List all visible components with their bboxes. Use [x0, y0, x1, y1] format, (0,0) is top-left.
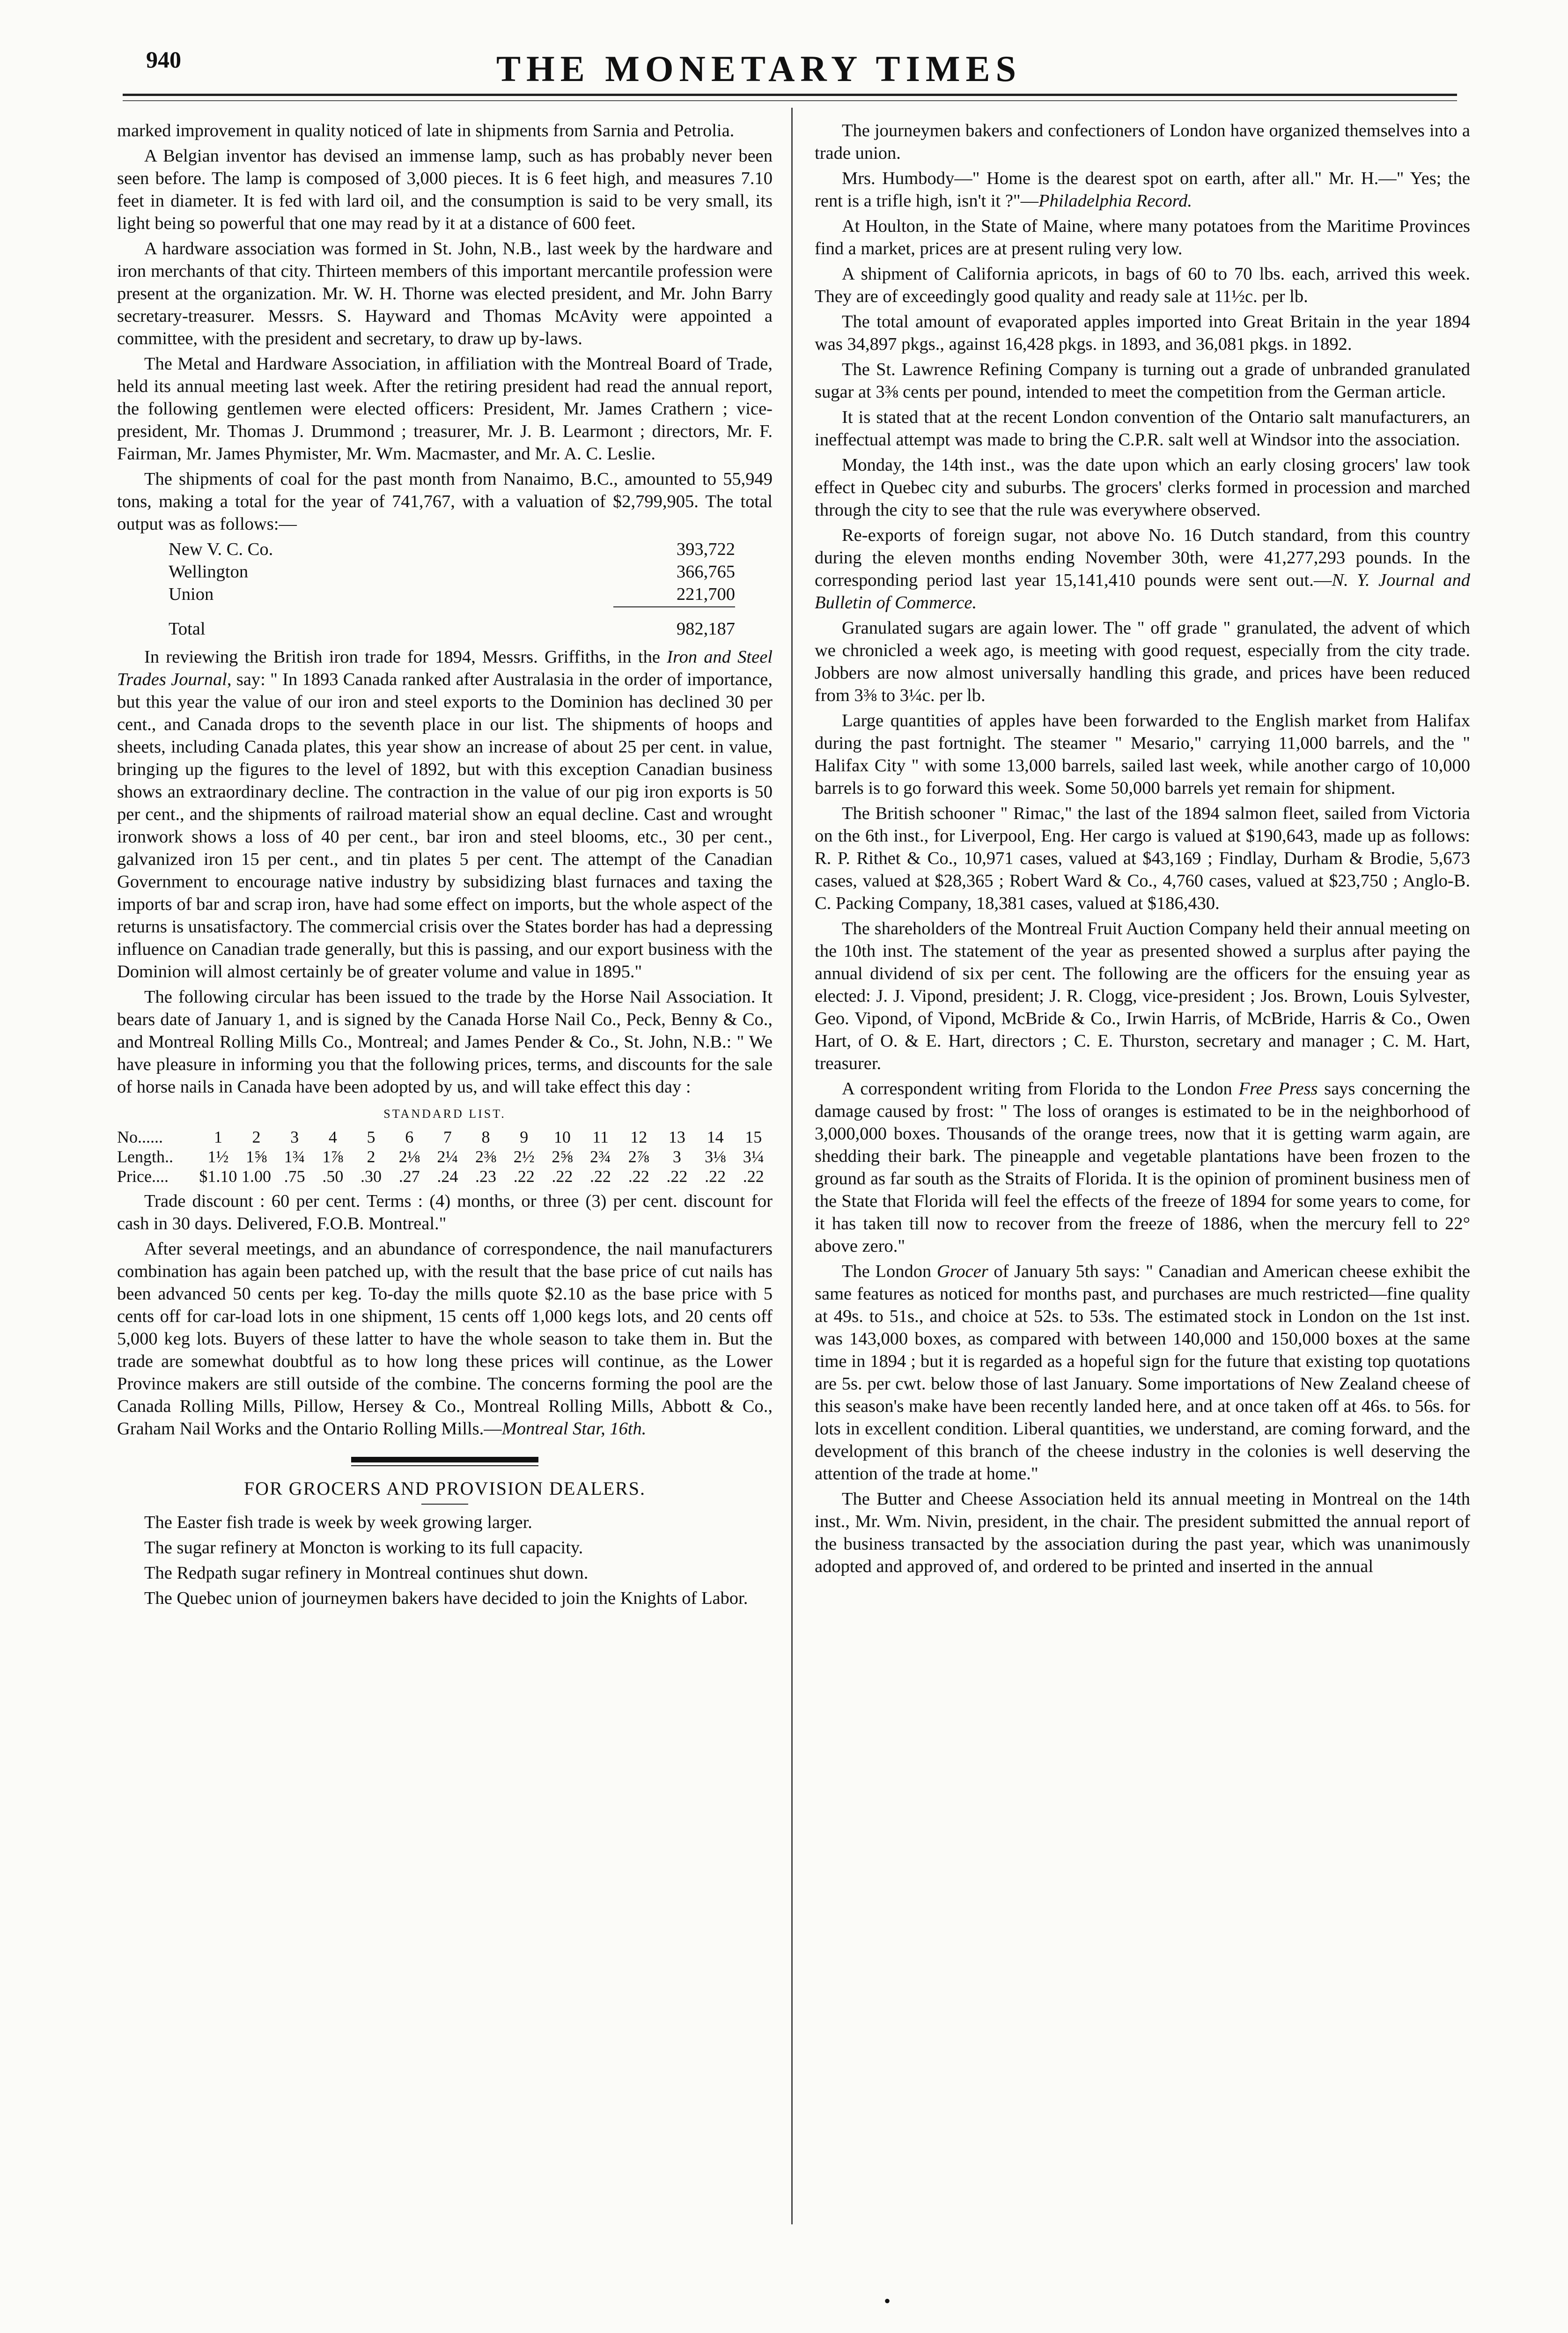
paragraph-fruit-auction: The shareholders of the Montreal Fruit Auction Company held their annual meeting on the 10th inst. The statement of the year as presented showed a surplus after paying the annual dividend of six per cent. The following are the officers for the ensuing year as elected: J. J. Vipond, president; J. R. Clogg, vice-president ; Jos. Brown, Louis Sylvester, Geo. Vipond, of Vipond, McBride & Co., Irwin Harris, of McBride, Harris & Co., Owen Hart, of O. & E. Hart, directors ; C. E. Thurston, secretary and manager ; C. M. Hart, treasurer.: [815, 919, 1470, 1073]
std-price-cell: .30: [361, 1167, 382, 1186]
paragraph-apples-halifax: Large quantities of apples have been forwarded to the English market from Halifax during the past fortnight. The steamer " Mesario," carrying 11,000 barrels, and the " Halifax City " with some 13,000 barrels, sailed last week, while another cargo of 10,000 barrels is to go forward this week. Some 50,000 barrels yet remain for shipment.: [815, 711, 1470, 798]
paragraph-london-bakers: The journeymen bakers and confectioners of London have organized themselves into a trade union.: [815, 121, 1470, 163]
paragraph-quebec-bakers: The Quebec union of journeymen bakers have decided to join the Knights of Labor.: [144, 1588, 748, 1608]
std-length-cell: 3¼: [743, 1147, 764, 1166]
paper-name: Free Press: [1238, 1079, 1318, 1099]
std-price-label: Price....: [117, 1167, 169, 1186]
std-no-label: No......: [117, 1128, 163, 1146]
std-number-cell: 9: [520, 1128, 529, 1146]
paragraph-sarnia: marked improvement in quality noticed of late in shipments from Sarnia and Petrolia.: [117, 121, 735, 140]
coal-value: 221,700: [676, 584, 735, 604]
std-number-cell: 8: [481, 1128, 490, 1146]
coal-output-table: [169, 538, 735, 640]
std-length-cell: 2¾: [590, 1147, 611, 1166]
std-length-cell: 2: [367, 1147, 375, 1166]
std-number-cell: 7: [443, 1128, 452, 1146]
std-length-label: Length..: [117, 1147, 173, 1166]
std-price-cell: .22: [513, 1167, 535, 1186]
std-number-cell: 11: [592, 1128, 609, 1146]
paragraph-houlton: At Houlton, in the State of Maine, where many potatoes from the Maritime Provinces find a market, prices are at present ruling very low.: [815, 216, 1470, 258]
paragraph-london-grocer: The London Grocer of January 5th says: " Canadian and American cheese exhibit the same features as noticed for months past, and purchases are much restricted—fine quality at 49s. to 51s., and choice at 52s. to 53s. The estimated stock in London on the 1st inst. was 143,000 boxes, as compared with between 140,000 and 150,000 boxes at the same time in 1894 ; but it is regarded as a hopeful sign for the future that existing top quotations are 5s. per cwt. below those of last January. Some importations of New Zealand cheese of this season's make have been recently landed here, and at once taken off at 46s. to 56s. for lots in excellent condition. Liberal quantities, we understand, are coming forward, and the development of this branch of the cheese industry in the colonies is well deserving the attention of the trade at home.": [815, 1262, 1470, 1484]
table-row-total: [169, 618, 735, 640]
page-number: 940: [146, 46, 181, 73]
paragraph-butter-cheese: The Butter and Cheese Association held its annual meeting in Montreal on the 14th inst., Mr. Wm. Nivin, president, in the chair. The president submitted the annual report of the business transacted by the association during the past year, which was unanimously adopted and approved of, and ordered to be printed and inserted in the annual: [815, 1489, 1470, 1576]
paper-name: Grocer: [936, 1262, 988, 1281]
source-citation: N. Y. Journal and Bulletin of Commerce.: [815, 570, 1471, 613]
paragraph-coal-shipments: The shipments of coal for the past month from Nanaimo, B.C., amounted to 55,949 tons, making a total for the year of 741,767, with a valuation of $2,799,905. The total output was as follows:—: [117, 469, 773, 534]
paragraph-florida-frost: A correspondent writing from Florida to the London Free Press says concerning the damage caused by frost: " The loss of oranges is estimated to be in the neighborhood of 3,000,000 boxes. Thousands of the orange trees, now that it is getting warm again, are shedding their bark. The pineapple and vegetable plantations have been frozen to the ground as far south as the Straits of Florida. It is the opinion of prominent business men of the State that Florida will feel the effects of the freeze of 1894 for some years to come, for it has taken till now to recover from the freeze of 1886, when the mercury fell to 22° above zero.": [815, 1079, 1471, 1256]
coal-producer: New V. C. Co.: [169, 539, 273, 559]
table-row: [169, 583, 735, 605]
journal-name: Iron and Steel Trades Journal: [117, 647, 773, 689]
std-number-cell: 13: [668, 1128, 685, 1146]
standard-list-table: [117, 1127, 773, 1186]
right-column: [815, 119, 1470, 1580]
paragraph-redpath: The Redpath sugar refinery in Montreal continues shut down.: [144, 1563, 589, 1583]
left-column: [117, 119, 773, 1612]
std-number-cell: 14: [707, 1128, 724, 1146]
std-length-cell: 2⅜: [475, 1147, 497, 1166]
paragraph-horse-nail-circular: The following circular has been issued to the trade by the Horse Nail Association. It bears date of January 1, and is signed by the Canada Horse Nail Co., Peck, Benny & Co., and Montreal Rolling Mills Co., Montreal; and James Pender & Co., St. John, N.B.: " We have pleasure in informing you that the following prices, terms, and discounts for the sale of horse nails in Canada have been adopted by us, and will take effect this day :: [117, 987, 773, 1097]
paragraph-metal-hardware: The Metal and Hardware Association, in affiliation with the Montreal Board of Trade, held its annual meeting last week. After the retiring president had read the annual report, the following gentlemen were elected officers: President, Mr. James Crathern ; vice-president, Mr. Thomas J. Drummond ; treasurer, Mr. J. B. Learmont ; directors, Mr. F. Fairman, Mr. James Phymister, Mr. Wm. Macmaster, and Mr. A. C. Leslie.: [117, 354, 773, 464]
std-row-no: [117, 1127, 773, 1147]
std-number-cell: 5: [367, 1128, 375, 1146]
page-mark: •: [884, 2290, 891, 2311]
std-length-cell: 1¾: [284, 1147, 305, 1166]
paragraph-easter-fish: The Easter fish trade is week by week growing larger.: [144, 1513, 532, 1532]
std-price-cell: .22: [552, 1167, 573, 1186]
paragraph-belgian-lamp: A Belgian inventor has devised an immense lamp, such as has probably never been seen before. The lamp is composed of 3,000 pieces. It is 6 feet high, and measures 7.10 feet in diameter. It is fed with lard oil, and the consumption is said to be very small, its light being so powerful that one may read by it at a distance of 600 feet.: [117, 146, 773, 233]
paragraph-apricots: A shipment of California apricots, in bags of 60 to 70 lbs. each, arrived this week. They are of exceedingly good quality and ready sale at 11½c. per lb.: [815, 264, 1470, 306]
std-length-cell: 1½: [207, 1147, 229, 1166]
std-length-cell: 1⅝: [246, 1147, 267, 1166]
paragraph-hardware-association: A hardware association was formed in St. John, N.B., last week by the hardware and iron merchants of that city. Thirteen members of this important mercantile profession were present at the organization. Mr. W. H. Thorne was elected president, and Mr. John Barry secretary-treasurer. Messrs. S. Hayward and Thomas McAvity were appointed a committee, with the president and secretary, to draw up by-laws.: [117, 239, 773, 348]
std-price-cell: .23: [475, 1167, 497, 1186]
paragraph-trade-discount: Trade discount : 60 per cent. Terms : (4) months, or three (3) per cent. discount for cash in 30 days. Delivered, F.O.B. Montreal.": [117, 1191, 773, 1233]
std-number-cell: 4: [328, 1128, 337, 1146]
section-heading: FOR GROCERS AND PROVISION DEALERS.: [243, 1478, 646, 1499]
std-row-length: [117, 1147, 773, 1166]
std-length-cell: 2¼: [437, 1147, 458, 1166]
paragraph-evaporated-apples: The total amount of evaporated apples imported into Great Britain in the year 1894 was 34,897 pkgs., against 16,428 pkgs. in 1893, and 36,081 pkgs. in 1892.: [815, 312, 1470, 354]
std-price-cell: .22: [666, 1167, 688, 1186]
coal-value: 393,722: [676, 539, 735, 559]
std-price-cell: .22: [743, 1167, 764, 1186]
total-rule: [613, 606, 735, 607]
std-price-cell: .22: [628, 1167, 649, 1186]
std-price-cell: .22: [590, 1167, 611, 1186]
paragraph-granulated-sugars: Granulated sugars are again lower. The " off grade " granulated, the advent of which we chronicled a week ago, is meeting with good request, especially from the city trade. Jobbers are now almost universally handling this grade, and prices have been reduced from 3⅜ to 3¼c. per lb.: [815, 618, 1470, 705]
std-row-price: [117, 1166, 773, 1186]
std-length-cell: 2⅛: [398, 1147, 420, 1166]
paragraph-british-iron: In reviewing the British iron trade for 1894, Messrs. Griffiths, in the Iron and Steel Trades Journal, say: " In 1893 Canada ranked after Australasia in the order of importance, but this year the value of our iron and steel exports to the Dominion has declined 30 per cent., and Canada drops to the seventh place in our list. The shipments of hoops and sheets, including Canada plates, this year show an increase of about 25 per cent. in value, bringing up the figures to the level of 1892, but with this exception Canadian business shows an extraordinary decline. The contraction in the value of our pig iron exports is 50 per cent., and the shipments of railroad material show an equal decline. Cast and wrought ironwork shows a loss of 40 per cent., bar iron and steel blooms, etc., 30 per cent., galvanized iron 15 per cent., and tin plates 5 per cent. The attempt of the Canadian Government to encourage native industry by subsidizing blast furnaces and taxing the imports of bar and scrap iron, have had some effect on imports, but the whole aspect of the returns is unsatisfactory. The commercial crisis over the States border has had a depressing influence on Canadian trade generally, but this is passing, and our export business with the Dominion will almost certainly be of greater volume and value in 1895.": [117, 647, 773, 982]
std-number-cell: 10: [553, 1128, 571, 1146]
std-length-cell: 2½: [513, 1147, 535, 1166]
paragraph-salt: It is stated that at the recent London convention of the Ontario salt manufacturers, an ineffectual attempt was made to bring the C.P.R. salt well at Windsor into the association.: [815, 407, 1470, 450]
std-price-cell: .75: [284, 1167, 305, 1186]
masthead-title: THE MONETARY TIMES: [496, 48, 1022, 89]
table-row: [169, 538, 735, 561]
std-price-cell: .50: [322, 1167, 344, 1186]
std-number-cell: 15: [745, 1128, 762, 1146]
paragraph-st-lawrence: The St. Lawrence Refining Company is turning out a grade of unbranded granulated sugar at 3⅜ cents per pound, intended to meet the competition from the German article.: [815, 360, 1470, 402]
coal-total-value: 982,187: [676, 619, 735, 639]
header-rule: [123, 94, 1457, 96]
header-rule-thin: [123, 100, 1457, 101]
std-number-cell: 3: [290, 1128, 299, 1146]
std-length-cell: 1⅞: [322, 1147, 344, 1166]
std-length-cell: 3: [672, 1147, 681, 1166]
std-price-cell: .22: [705, 1167, 726, 1186]
std-number-cell: 12: [630, 1128, 648, 1146]
section-rule-thin: [351, 1465, 538, 1466]
std-length-cell: 2⅝: [552, 1147, 573, 1166]
paragraph-early-closing: Monday, the 14th inst., was the date upon which an early closing grocers' law took effect in Quebec city and suburbs. The grocers' clerks formed in procession and marched through the city to see that the rule was everywhere observed.: [815, 455, 1470, 520]
std-length-cell: 3⅛: [705, 1147, 726, 1166]
paragraph-re-exports: Re-exports of foreign sugar, not above No. 16 Dutch standard, from this country during the eleven months ending November 30th, were 41,277,293 pounds. In the corresponding period last year 15,141,410 pounds were sent out.—N. Y. Journal and Bulletin of Commerce.: [815, 525, 1471, 613]
coal-producer: Wellington: [169, 562, 249, 582]
source-citation: Montreal Star, 16th.: [501, 1419, 647, 1439]
std-length-cell: 2⅞: [628, 1147, 649, 1166]
column-divider: [791, 108, 793, 2224]
std-price-cell: .27: [398, 1167, 420, 1186]
paragraph-nail-combination: After several meetings, and an abundance of correspondence, the nail manufacturers combination has again been patched up, with the result that the base price of cut nails has been advanced 50 cents per keg. To-day the mills quote $2.10 as the base price with 5 cents off for car-load lots in one shipment, 15 cents off 1,000 kegs lots, and 20 cents off 5,000 keg lots. Buyers of these latter to have the whole season to take them in. But the trade are somewhat doubtful as to how long these prices will continue, as the Lower Province makers are still outside of the combine. The concerns forming the pool are the Canada Rolling Mills, Pillow, Hersey & Co., Montreal Rolling Mills, Abbott & Co., Graham Nail Works and the Ontario Rolling Mills.—Montreal Star, 16th.: [117, 1239, 773, 1439]
std-number-cell: 1: [213, 1128, 222, 1146]
section-rule-heavy: [351, 1457, 538, 1462]
paragraph-moncton: The sugar refinery at Moncton is working to its full capacity.: [144, 1538, 583, 1558]
source-citation: Philadelphia Record.: [1038, 191, 1193, 211]
std-price-cell: .24: [437, 1167, 458, 1186]
paragraph-humbody: Mrs. Humbody—" Home is the dearest spot on earth, after all." Mr. H.—" Yes; the rent is a trifle high, isn't it ?"—Philadelphia Record.: [815, 169, 1470, 211]
section-rule-short: [421, 1504, 468, 1505]
coal-producer: Union: [169, 584, 214, 604]
standard-list-title: STANDARD LIST.: [383, 1107, 506, 1121]
std-number-cell: 2: [252, 1128, 261, 1146]
std-number-cell: 6: [405, 1128, 414, 1146]
std-price-cell: 1.00: [242, 1167, 271, 1186]
coal-total-label: Total: [169, 619, 206, 639]
paragraph-rimac: The British schooner " Rimac," the last of the 1894 salmon fleet, sailed from Victoria on the 6th inst., for Liverpool, Eng. Her cargo is valued at $190,643, made up as follows: R. P. Rithet & Co., 10,971 cases, valued at $43,169 ; Findlay, Durham & Brodie, 5,673 cases, valued at $28,365 ; Robert Ward & Co., 4,760 cases, valued at $23,750 ; Anglo-B. C. Packing Company, 18,381 cases, valued at $186,430.: [815, 804, 1470, 913]
coal-value: 366,765: [676, 562, 735, 582]
table-row: [169, 561, 735, 583]
std-price-cell: $1.10: [199, 1167, 237, 1186]
